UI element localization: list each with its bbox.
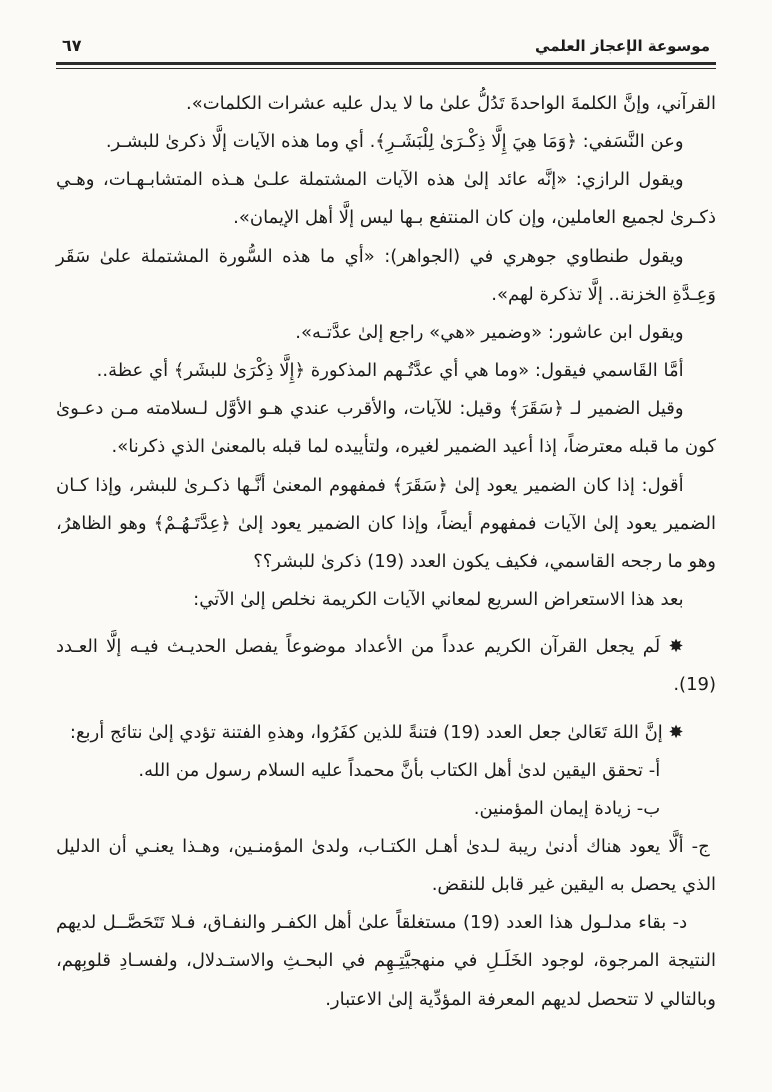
paragraph: أمَّا القَاسمي فيقول: «وما هي أي عدَّتُـهم المذكورة ﴿إِلَّا ذِكْرَىٰ للبشَر﴾ أي عظة..	[96, 360, 684, 382]
page-body	[56, 85, 716, 1019]
page-number: ٦٧	[62, 36, 82, 55]
paragraph-bullet: ✸ إنَّ اللهَ تَعَالىٰ جعل العدد (19) فتنةً للذين كفَرُوا، وهذهِ الفتنة تؤدي إلىٰ نتائج أربع:	[69, 721, 684, 743]
header-rule	[56, 62, 716, 69]
list-item: أ- تحقق اليقين لدىٰ أهل الكتاب بأنَّ محمداً عليه السلام رسول من الله.	[138, 759, 661, 781]
list-item: د- بقاء مدلـول هذا العدد (19) مستغلقاً علىٰ أهل الكفـر والنفـاق، فـلا تَتَحَصَّــل لديهم النتيجة المرجوة، لوجود الخَلَـلِ في منهجيَّتِـهِم في البحـثِ والاستـدلال، ولفسـادِ قلوبِهم، وبالتالي لا تتحصل لديهم المعرفة المؤدِّية إلىٰ الاعتبار.	[56, 912, 716, 1010]
paragraph: وعن النَّسَفي: ﴿وَمَا هِيَ إِلَّا ذِكْـرَىٰ لِلْبَشَـرِ﴾. أي وما هذه الآيات إلَّا ذكرىٰ للبشـر.	[105, 131, 684, 153]
paragraph-bullet: ✸ لَم يجعل القرآن الكريم عدداً من الأعداد موضوعاً يفصل الحديـث فيـه إلَّا العـدد (19).	[56, 636, 716, 696]
paragraph: ويقول الرازي: «إنَّه عائد إلىٰ هذه الآيات المشتملة علـىٰ هـذه المتشابـهـات، وهـي ذكـرىٰ لجميع العاملين، وإن كان المنتفع بـها ليس إلَّا أهل الإيمان».	[56, 169, 716, 229]
book-title: موسوعة الإعجاز العلمي	[535, 37, 710, 55]
page-header	[56, 36, 716, 62]
paragraph: وقيل الضمير لـ ﴿سَقَرَ﴾ وقيل: للآيات، والأقرب عندي هـو الأوَّل لـسلامته مـن دعـوىٰ كون ما قبله معترضاً، إذا أعيد الضمير لغيره، ولتأييده لما قبله بالمعنىٰ الذي ذكرنا».	[56, 398, 716, 458]
paragraph: القرآني، وإنَّ الكلمةَ الواحدةَ تَدُلُّ علىٰ ما لا يدل عليه عشرات الكلمات».	[185, 93, 716, 114]
paragraph: ويقول ابن عاشور: «وضمير «هي» راجع إلىٰ عدَّتـه».	[295, 321, 684, 343]
paragraph: أقول: إذا كان الضمير يعود إلىٰ ﴿سَقَرَ﴾ فمفهوم المعنىٰ أنَّـها ذكـرىٰ للبشر، وإذا كـان الضمير يعود إلىٰ الآيات فمفهوم أيضاً، وإذا كان الضمير يعود إلىٰ ﴿عِدَّتَـهُـمْ﴾ وهو الظاهرُ، وهو ما رجحه القاسمي، فكيف يكون العدد (19) ذكرىٰ للبشر؟؟	[56, 474, 716, 572]
list-item: ب- زيادة إيمان المؤمنين.	[473, 797, 661, 819]
paragraph: ويقول طنطاوي جوهري في (الجواهر): «أي ما هذه السُّورة المشتملة علىٰ سَقَر وَعِـدَّةِ الخزنة.. إلَّا تذكرة لهم».	[56, 245, 716, 305]
list-item: ج- ألَّا يعود هناك أدنىٰ ريبة لـدىٰ أهـل الكتـاب، ولدىٰ المؤمنـين، وهـذا يعنـي أن الدليل الذي يحصل به اليقين غير قابل للنقض.	[56, 835, 716, 896]
paragraph: بعد هذا الاستعراض السريع لمعاني الآيات الكريمة نخلص إلىٰ الآتي:	[193, 589, 684, 611]
